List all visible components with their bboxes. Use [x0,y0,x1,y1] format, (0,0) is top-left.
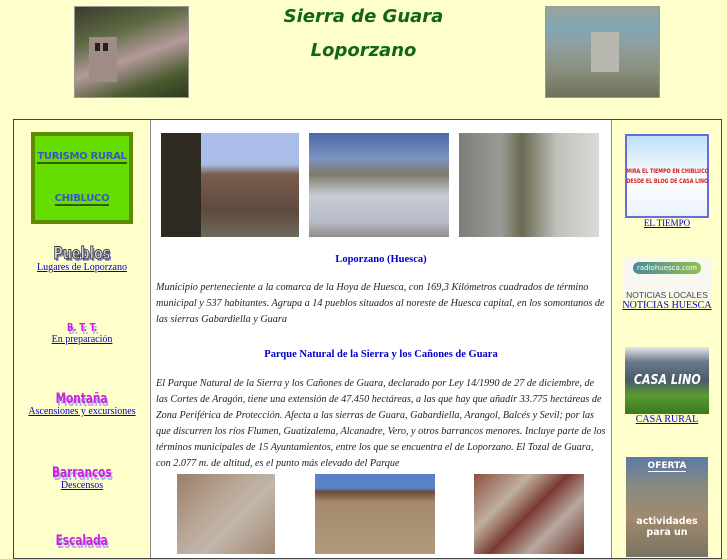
escalada-wordart: Escalada [55,533,109,549]
ascensiones-link[interactable]: Ascensiones y excursiones [28,406,136,417]
casa-lino-banner[interactable] [625,347,709,414]
weather-banner-line1: MIRA EL TIEMPO EN CHIBLUCO [625,167,709,175]
sidebar-item-btt [14,318,150,345]
sidebar-item-pueblos [14,244,150,273]
logo-line2: CHIBLUCO [54,192,110,204]
canyon-hiker-photo [459,133,599,237]
news-banner-item [612,258,722,311]
oferta-banner[interactable] [626,457,708,557]
en-preparacion-link[interactable]: En preparación [51,334,113,345]
loporzano-description: Municipio perteneciente a la comarca de la Hoya de Huesca, con 169,3 Kilómetros cuadrados de término municipal y 537 habitantes. Agrupa a 14 pueblos situados al noreste de Huesca capital, en los somontanos de las sierras Gabardiella y Guara [156,282,605,325]
sidebar-item-montana [14,390,150,417]
main-content [151,120,612,558]
montana-wordart: Montaña [56,391,108,407]
barrancos-wordart: Barrancos [52,465,112,481]
main-layout-table [13,119,722,559]
oferta-line3: para un [646,527,688,538]
parque-natural-heading: Parque Natural de la Sierra y los Cañones de Guara [264,349,498,360]
el-tiempo-link[interactable]: EL TIEMPO [643,218,691,228]
oferta-title: OFERTA [647,461,687,471]
site-title: Sierra de Guara [283,6,444,27]
descensos-link[interactable]: Descensos [60,480,104,491]
right-sidebar [612,120,722,558]
weather-banner-item [612,134,722,228]
casa-rural-link[interactable]: CASA RURAL [635,414,699,425]
radio-huesca-banner[interactable] [623,258,711,300]
weather-banner-line2: DESDE EL BLOG DE CASA LINO [626,177,708,185]
casa-lino-banner-text: CASA LINO [633,373,701,388]
parque-natural-description: El Parque Natural de la Sierra y los Cañones de Guara, declarado por Ley 14/1990 de 27 de diciembre, de las Cortes de Aragón, tiene una extensión de 47.450 hectáreas, a las que hay que añadir 33.775 hectáreas de Zona Periférica de Protección. Afecta a las sierras de Guara, Gabardiella, Arangol, Balcés y Sevil; por las que discurren los ríos Flumen, Guatizalema, Alcanadre, Vero, y otros barrancos menores. Incluye parte de los términos municipales de 15 Ayuntamientos, entre los que se encuentra el de Loporzano. El Tozal de Guara, con 2.077 m. de altitud, es el punto más elevado del Parque [156,378,606,469]
loporzano-heading: Loporzano (Huesca) [335,254,427,265]
header-right-photo [545,6,660,98]
fresco-painting-photo [474,474,584,554]
pueblos-wordart: Pueblos [53,244,111,264]
left-sidebar [14,120,151,558]
noticias-locales-caption: NOTICIAS LOCALES [626,290,708,300]
carved-stone-photo [177,474,275,554]
sidebar-item-barrancos [14,464,150,491]
casa-lino-banner-item [612,347,722,425]
rock-pinnacles-photo [161,133,299,237]
village-mountains-photo [309,133,449,237]
oferta-line2: actividades [636,516,698,527]
romanesque-apse-photo [315,474,435,554]
noticias-huesca-link[interactable]: NOTICIAS HUESCA [622,300,712,311]
logo-line1: TURISMO RURAL [37,150,127,162]
oferta-banner-item [612,457,722,557]
turismo-rural-chibluco-logo[interactable] [31,132,133,224]
weather-banner[interactable] [625,134,709,218]
sidebar-item-escalada [14,532,150,550]
btt-wordart: B. T. T. [66,321,98,334]
lugares-link[interactable]: Lugares de Loporzano [37,262,127,273]
radio-huesca-logo: radiohuesca.com [633,262,701,274]
site-subtitle: Loporzano [310,40,417,61]
